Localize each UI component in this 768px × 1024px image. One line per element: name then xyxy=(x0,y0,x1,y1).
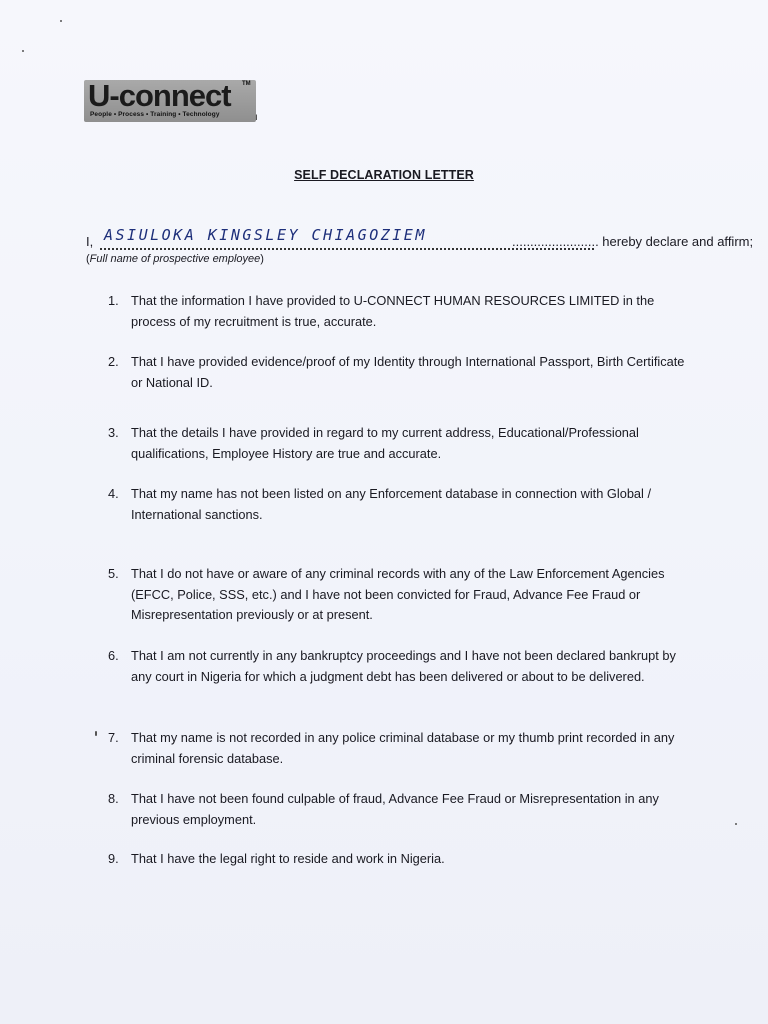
item-number: 8. xyxy=(108,791,119,806)
logo-trademark: TM xyxy=(242,81,251,87)
scan-speck xyxy=(60,20,62,22)
item-text: That the details I have provided in regard to my current address, Educational/Professional qualifications, Employee History are true and accurate. xyxy=(131,425,639,461)
item-text: That my name is not recorded in any police criminal database or my thumb print recorded in any criminal forensic database. xyxy=(131,730,675,766)
item-text: That I am not currently in any bankruptcy proceedings and I have not been declared bankrupt by any court in Nigeria for which a judgment debt has been delivered or about to be delivered. xyxy=(131,648,676,684)
item-number: 7. xyxy=(108,730,119,745)
item-number: 4. xyxy=(108,486,119,501)
handwritten-name-field: ASIULOKA KINGSLEY CHIAGOZIEM xyxy=(100,226,594,250)
name-field-caption: (Full name of prospective employee) xyxy=(86,253,264,265)
company-logo xyxy=(84,80,256,122)
item-text: That my name has not been listed on any Enforcement database in connection with Global / International sanctions. xyxy=(131,486,652,522)
item-text: That I have provided evidence/proof of my Identity through International Passport, Birth Certificate or National ID. xyxy=(131,354,685,390)
declaration-suffix: ........................ hereby declare and affirm; xyxy=(512,234,754,249)
logo-wordmark: U-connect xyxy=(88,78,231,113)
item-number: 2. xyxy=(108,354,119,369)
item-number: 9. xyxy=(108,851,119,866)
scan-speck xyxy=(22,50,24,52)
declaration-prefix: I, xyxy=(86,234,94,249)
document-title: SELF DECLARATION LETTER xyxy=(294,168,474,182)
scan-speck xyxy=(95,731,97,736)
scan-speck xyxy=(735,823,737,825)
item-number: 3. xyxy=(108,425,119,440)
item-text: That I have not been found culpable of fraud, Advance Fee Fraud or Misrepresentation in any previous employment. xyxy=(131,791,659,827)
caption-text: Full name of prospective employee xyxy=(89,253,261,265)
item-text: That I do not have or aware of any criminal records with any of the Law Enforcement Agencies (EFCC, Police, SSS, etc.) and I have not been convicted for Fraud, Advance Fee Fraud or Misrepresentation previously or at present. xyxy=(131,566,665,622)
stray-mark: ı xyxy=(255,112,258,123)
item-text: That I have the legal right to reside and work in Nigeria. xyxy=(131,851,445,866)
logo-tagline: People • Process • Training • Technology xyxy=(90,111,220,118)
item-number: 1. xyxy=(108,293,119,308)
item-text: That the information I have provided to U-CONNECT HUMAN RESOURCES LIMITED in the process of my recruitment is true, accurate. xyxy=(131,293,655,329)
declaration-line xyxy=(86,226,754,254)
item-number: 6. xyxy=(108,648,119,663)
item-number: 5. xyxy=(108,566,119,581)
